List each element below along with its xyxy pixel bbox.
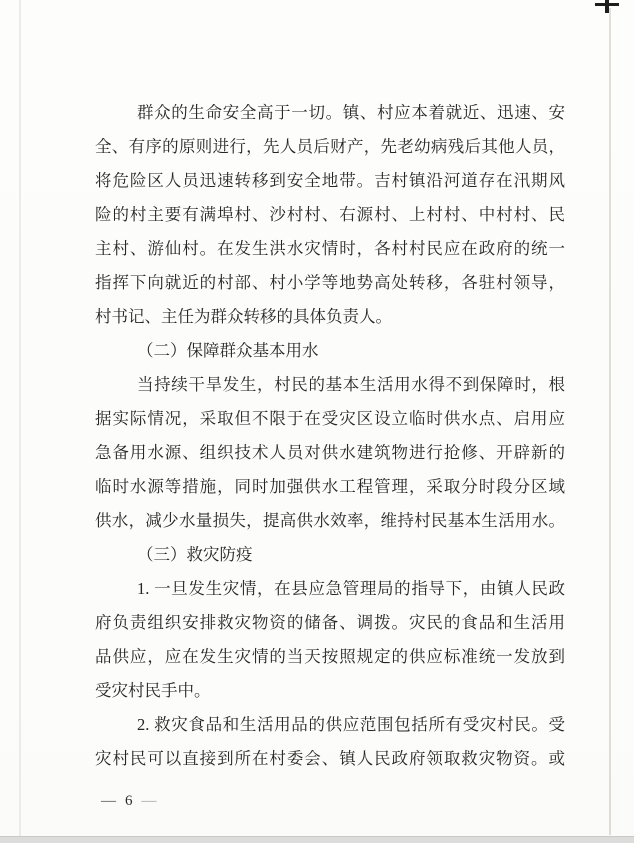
document-body <box>95 96 565 776</box>
text-line: 1. 一旦发生灾情，在县应急管理局的指导下，由镇人民政 <box>137 579 565 598</box>
scan-edge-line-left <box>19 0 21 843</box>
text-line: 临时水源等措施，同时加强供水工程管理，采取分时段分区域 <box>95 477 565 496</box>
section-heading: （三）救灾防疫 <box>137 545 253 564</box>
page-number-dash-left: — <box>101 793 116 809</box>
text-line: 指挥下向就近的村部、村小学等地势高处转移，各驻村领导， <box>95 273 565 292</box>
text-line: 供水，减少水量损失，提高供水效率，维持村民基本生活用水。 <box>95 511 565 530</box>
text-line: 险的村主要有满埠村、沙村村、右源村、上村村、中村村、民 <box>95 205 565 224</box>
section-heading: （二）保障群众基本用水 <box>137 341 319 360</box>
text-line: 急备用水源、组织技术人员对供水建筑物进行抢修、开辟新的 <box>95 443 565 462</box>
text-line: 府负责组织安排救灾物资的储备、调拨。灾民的食品和生活用 <box>95 613 565 632</box>
registration-mark-icon <box>595 0 621 14</box>
text-line: 群众的生命安全高于一切。镇、村应本着就近、迅速、安 <box>137 103 565 122</box>
scan-edge-line-right <box>609 8 611 835</box>
page-number <box>101 793 157 810</box>
text-line: 据实际情况，采取但不限于在受灾区设立临时供水点、启用应 <box>95 409 565 428</box>
text-line: 村书记、主任为群众转移的具体负责人。 <box>95 307 392 326</box>
text-line: 将危险区人员迅速转移到安全地带。吉村镇沿河道存在汛期风 <box>95 171 565 190</box>
text-line: 品供应，应在发生灾情的当天按照规定的供应标准统一发放到 <box>95 647 565 666</box>
text-line: 当持续干旱发生，村民的基本生活用水得不到保障时，根 <box>137 375 565 394</box>
text-line: 受灾村民手中。 <box>95 681 211 700</box>
text-line: 2. 救灾食品和生活用品的供应范围包括所有受灾村民。受 <box>137 715 565 734</box>
text-line: 灾村民可以直接到所在村委会、镇人民政府领取救灾物资。或 <box>95 749 565 768</box>
registration-mark-vertical-bar <box>605 0 609 13</box>
text-line: 全、有序的原则进行，先人员后财产，先老幼病残后其他人员， <box>95 137 565 156</box>
page-number-dash-right: — <box>141 793 157 809</box>
scan-edge-strip-bottom <box>0 836 634 843</box>
text-line: 主村、游仙村。在发生洪水灾情时，各村村民应在政府的统一 <box>95 239 565 258</box>
page-number-value: 6 <box>125 793 133 809</box>
